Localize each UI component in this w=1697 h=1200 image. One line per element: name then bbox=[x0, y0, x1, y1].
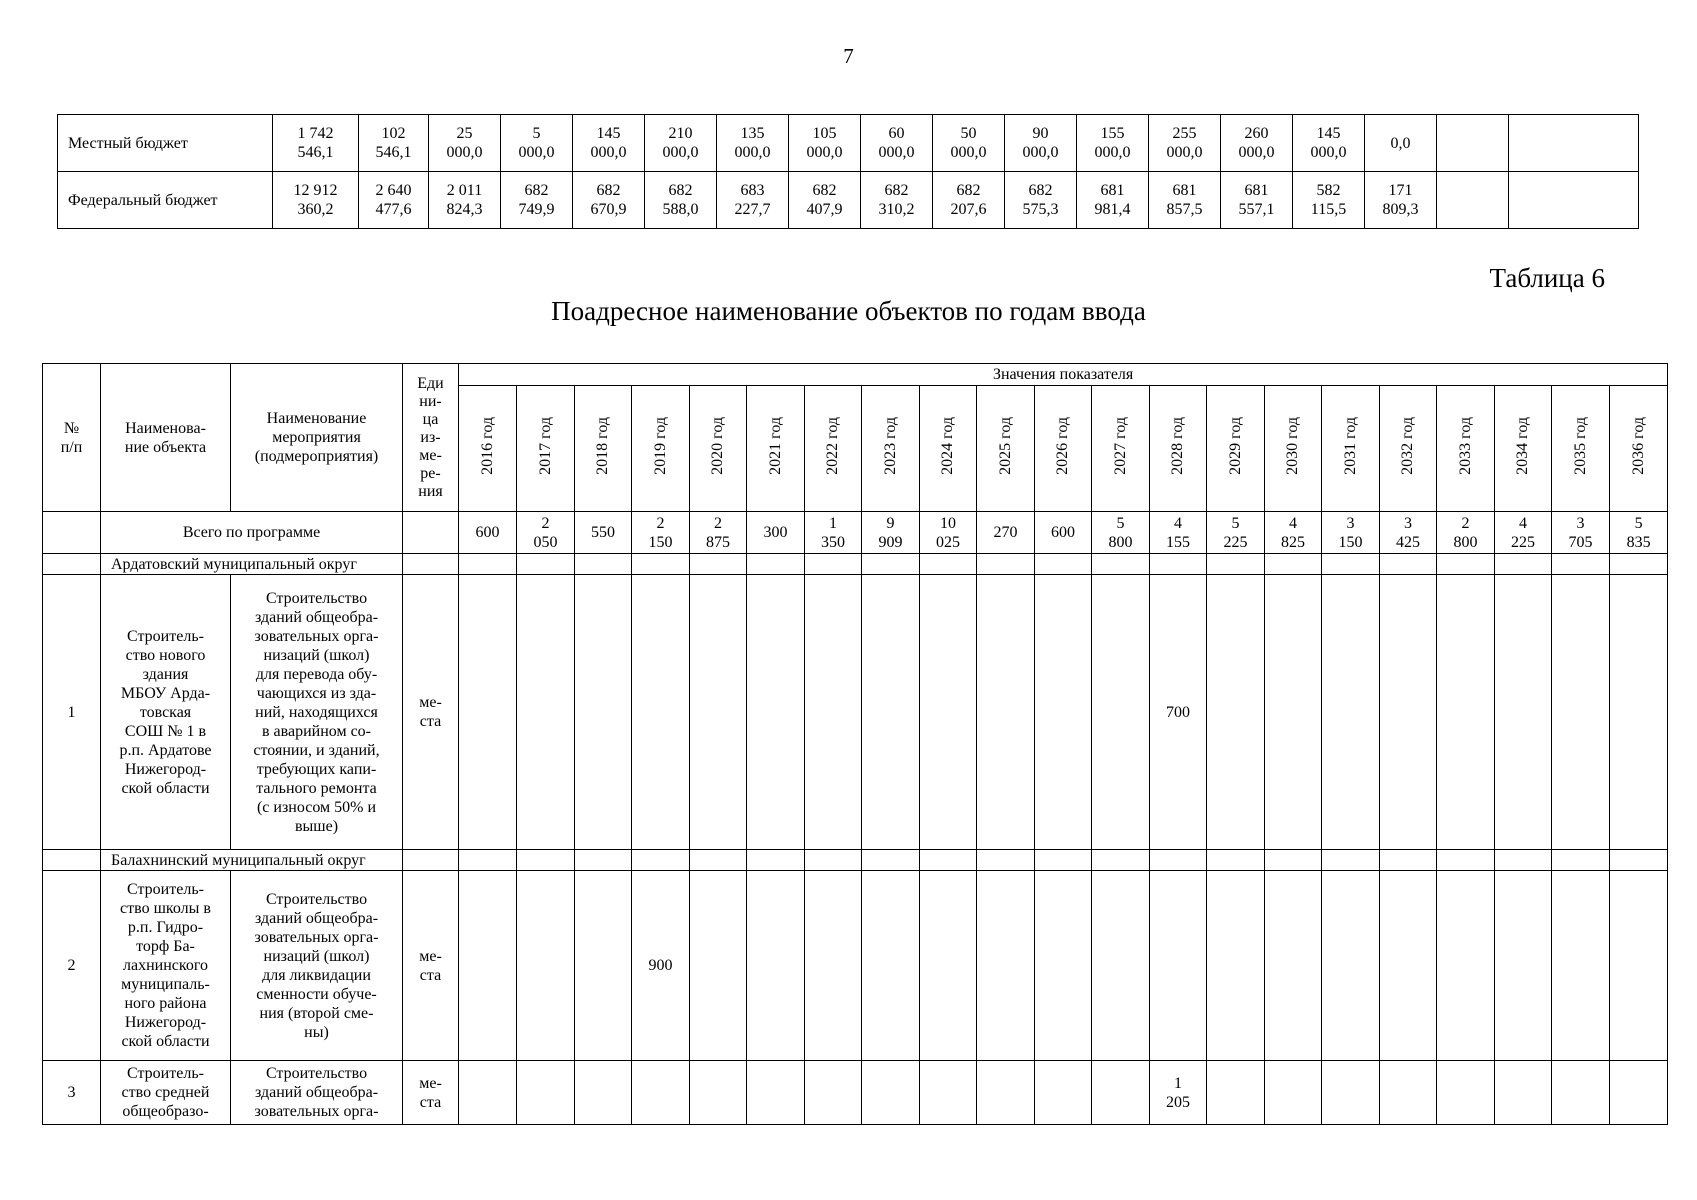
region-spacer bbox=[43, 850, 101, 871]
year-value-cell bbox=[575, 1061, 632, 1125]
header-measure-name: Наименование мероприятия (подмероприятия) bbox=[231, 364, 403, 512]
year-label: 2019 год bbox=[651, 417, 669, 475]
region-row bbox=[43, 850, 1668, 871]
year-value-cell bbox=[1207, 871, 1265, 1061]
total-value-cell: 600 bbox=[459, 512, 517, 554]
budget-value-cell bbox=[1509, 115, 1639, 172]
year-label: 2028 год bbox=[1169, 417, 1186, 475]
unit: ме- ста bbox=[403, 575, 459, 850]
year-value-cell bbox=[690, 871, 747, 1061]
year-label: 2027 год bbox=[1111, 417, 1129, 475]
budget-value-cell: 682 407,9 bbox=[789, 172, 861, 229]
year-value-cell bbox=[517, 1061, 575, 1125]
header-object-name: Наименова- ние объекта bbox=[101, 364, 231, 512]
region-value-cell bbox=[1092, 850, 1150, 871]
year-value-cell bbox=[517, 575, 575, 850]
header-year bbox=[1207, 386, 1265, 512]
year-label: 2032 год bbox=[1399, 417, 1416, 475]
year-label: 2024 год bbox=[939, 417, 956, 475]
row-num: 3 bbox=[43, 1061, 101, 1125]
row-num: 2 bbox=[43, 871, 101, 1061]
header-year bbox=[690, 386, 747, 512]
budget-value-cell: 2 640 477,6 bbox=[359, 172, 429, 229]
unit: ме- ста bbox=[403, 1061, 459, 1125]
header-unit: Еди ни- ца из- ме- ре- ния bbox=[403, 364, 459, 512]
year-label: 2022 год bbox=[824, 417, 841, 475]
year-value-cell bbox=[1265, 871, 1322, 1061]
total-value-cell: 1 350 bbox=[805, 512, 862, 554]
year-value-cell: 700 bbox=[1150, 575, 1207, 850]
budget-value-cell: 681 857,5 bbox=[1149, 172, 1221, 229]
total-value-cell: 3 150 bbox=[1322, 512, 1380, 554]
budget-value-cell bbox=[1437, 172, 1509, 229]
year-value-cell bbox=[1552, 575, 1610, 850]
year-value-cell bbox=[747, 575, 805, 850]
header-year bbox=[1092, 386, 1150, 512]
budget-value-cell: 135 000,0 bbox=[717, 115, 789, 172]
budget-value-cell: 145 000,0 bbox=[1293, 115, 1365, 172]
year-label: 2035 год bbox=[1571, 417, 1589, 475]
header-year bbox=[1150, 386, 1207, 512]
header-year bbox=[1610, 386, 1668, 512]
year-value-cell bbox=[1610, 1061, 1668, 1125]
year-value-cell bbox=[1610, 871, 1668, 1061]
region-value-cell bbox=[517, 850, 575, 871]
year-value-cell bbox=[920, 871, 977, 1061]
year-label: 2026 год bbox=[1054, 417, 1071, 475]
year-value-cell bbox=[1495, 575, 1552, 850]
region-row bbox=[43, 554, 1668, 575]
year-value-cell bbox=[690, 1061, 747, 1125]
region-name: Балахнинский муниципальный округ bbox=[101, 850, 403, 871]
object-name: Строитель- ство средней общеобразо- bbox=[101, 1061, 231, 1125]
year-label: 2036 год bbox=[1629, 417, 1647, 475]
year-value-cell bbox=[805, 871, 862, 1061]
header-year bbox=[517, 386, 575, 512]
year-label: 2025 год bbox=[996, 417, 1014, 475]
year-label: 2021 год bbox=[766, 417, 784, 475]
region-value-cell bbox=[1322, 554, 1380, 575]
region-value-cell bbox=[862, 850, 920, 871]
region-value-cell bbox=[575, 850, 632, 871]
year-label: 2018 год bbox=[594, 417, 611, 475]
budget-row bbox=[58, 172, 1697, 229]
budget-value-cell: 582 115,5 bbox=[1293, 172, 1365, 229]
region-value-cell bbox=[459, 554, 517, 575]
budget-value-cell: 90 000,0 bbox=[1005, 115, 1077, 172]
region-value-cell bbox=[632, 554, 690, 575]
region-value-cell bbox=[517, 554, 575, 575]
budget-value-cell: 5 000,0 bbox=[501, 115, 573, 172]
budget-value-cell bbox=[1509, 172, 1639, 229]
budget-value-cell: 0,0 bbox=[1365, 115, 1437, 172]
total-value-cell: 600 bbox=[1035, 512, 1092, 554]
budget-value-cell: 171 809,3 bbox=[1365, 172, 1437, 229]
header-year bbox=[1035, 386, 1092, 512]
region-value-cell bbox=[690, 554, 747, 575]
budget-value-cell: 155 000,0 bbox=[1077, 115, 1149, 172]
year-value-cell bbox=[1092, 1061, 1150, 1125]
total-value-cell: 300 bbox=[747, 512, 805, 554]
region-value-cell bbox=[1610, 850, 1668, 871]
region-value-cell bbox=[1035, 850, 1092, 871]
year-value-cell bbox=[1322, 1061, 1380, 1125]
total-value-cell: 5 835 bbox=[1610, 512, 1668, 554]
region-value-cell bbox=[1150, 554, 1207, 575]
total-value-cell: 5 800 bbox=[1092, 512, 1150, 554]
header-year bbox=[1265, 386, 1322, 512]
region-value-cell bbox=[805, 554, 862, 575]
budget-value-cell: 681 981,4 bbox=[1077, 172, 1149, 229]
year-value-cell bbox=[977, 575, 1035, 850]
budget-value-cell: 682 575,3 bbox=[1005, 172, 1077, 229]
year-value-cell bbox=[977, 871, 1035, 1061]
region-value-cell bbox=[1437, 850, 1495, 871]
year-label: 2020 год bbox=[709, 417, 726, 475]
year-value-cell bbox=[575, 871, 632, 1061]
total-value-cell: 3 425 bbox=[1380, 512, 1437, 554]
region-value-cell bbox=[1265, 554, 1322, 575]
region-value-cell bbox=[1437, 554, 1495, 575]
header-year bbox=[747, 386, 805, 512]
budget-value-cell: 210 000,0 bbox=[645, 115, 717, 172]
total-value-cell: 550 bbox=[575, 512, 632, 554]
year-value-cell bbox=[805, 1061, 862, 1125]
year-value-cell bbox=[920, 1061, 977, 1125]
total-value-cell: 9 909 bbox=[862, 512, 920, 554]
budget-value-cell: 50 000,0 bbox=[933, 115, 1005, 172]
year-value-cell bbox=[805, 575, 862, 850]
region-value-cell bbox=[747, 554, 805, 575]
budget-row-label: Местный бюджет bbox=[58, 115, 273, 172]
region-value-cell bbox=[459, 850, 517, 871]
table-label: Таблица 6 bbox=[1489, 263, 1605, 293]
budget-value-cell: 25 000,0 bbox=[429, 115, 501, 172]
region-value-cell bbox=[1495, 850, 1552, 871]
year-value-cell bbox=[1610, 575, 1668, 850]
row-num: 1 bbox=[43, 575, 101, 850]
year-value-cell: 900 bbox=[632, 871, 690, 1061]
object-name: Строитель- ство школы в р.п. Гидро- торф Ба- лахнинского муниципаль- ного района Нижегород- ской области bbox=[101, 871, 231, 1061]
year-value-cell bbox=[575, 575, 632, 850]
year-value-cell bbox=[1207, 575, 1265, 850]
year-label: 2031 год bbox=[1341, 417, 1359, 475]
year-value-cell bbox=[1265, 1061, 1322, 1125]
budget-value-cell: 1 742 546,1 bbox=[273, 115, 359, 172]
year-value-cell: 1 205 bbox=[1150, 1061, 1207, 1125]
budget-value-cell: 682 207,6 bbox=[933, 172, 1005, 229]
region-unit-spacer bbox=[403, 850, 459, 871]
year-value-cell bbox=[747, 871, 805, 1061]
budget-value-cell: 683 227,7 bbox=[717, 172, 789, 229]
year-value-cell bbox=[1322, 575, 1380, 850]
budget-value-cell: 260 000,0 bbox=[1221, 115, 1293, 172]
header-values-group: Значения показателя bbox=[459, 364, 1668, 386]
total-value-cell: 2 050 bbox=[517, 512, 575, 554]
budget-value-cell: 255 000,0 bbox=[1149, 115, 1221, 172]
header-year bbox=[1495, 386, 1552, 512]
year-value-cell bbox=[1265, 575, 1322, 850]
budget-value-cell: 105 000,0 bbox=[789, 115, 861, 172]
region-value-cell bbox=[1495, 554, 1552, 575]
year-value-cell bbox=[459, 1061, 517, 1125]
total-value-cell: 5 225 bbox=[1207, 512, 1265, 554]
unit: ме- ста bbox=[403, 871, 459, 1061]
objects-table bbox=[42, 363, 1668, 1125]
region-value-cell bbox=[575, 554, 632, 575]
year-value-cell bbox=[862, 1061, 920, 1125]
header-year bbox=[632, 386, 690, 512]
year-value-cell bbox=[690, 575, 747, 850]
region-value-cell bbox=[1552, 850, 1610, 871]
object-row bbox=[43, 871, 1668, 1061]
region-value-cell bbox=[1380, 554, 1437, 575]
year-value-cell bbox=[1150, 871, 1207, 1061]
year-label: 2029 год bbox=[1226, 417, 1244, 475]
object-row bbox=[43, 575, 1668, 850]
budget-value-cell bbox=[1437, 115, 1509, 172]
header-year bbox=[1380, 386, 1437, 512]
budget-value-cell: 681 557,1 bbox=[1221, 172, 1293, 229]
budget-value-cell: 682 749,9 bbox=[501, 172, 573, 229]
region-unit-spacer bbox=[403, 554, 459, 575]
budget-value-cell: 682 670,9 bbox=[573, 172, 645, 229]
total-value-cell: 2 150 bbox=[632, 512, 690, 554]
header-year bbox=[977, 386, 1035, 512]
year-value-cell bbox=[1552, 1061, 1610, 1125]
year-value-cell bbox=[1207, 1061, 1265, 1125]
budget-table bbox=[57, 114, 1697, 229]
region-value-cell bbox=[1035, 554, 1092, 575]
total-unit-cell bbox=[403, 512, 459, 554]
region-value-cell bbox=[1207, 850, 1265, 871]
year-value-cell bbox=[862, 871, 920, 1061]
total-row bbox=[43, 512, 1668, 554]
budget-value-cell: 145 000,0 bbox=[573, 115, 645, 172]
year-value-cell bbox=[1322, 871, 1380, 1061]
year-value-cell bbox=[632, 575, 690, 850]
total-value-cell: 4 825 bbox=[1265, 512, 1322, 554]
year-value-cell bbox=[632, 1061, 690, 1125]
year-value-cell bbox=[1380, 871, 1437, 1061]
header-year bbox=[920, 386, 977, 512]
header-year bbox=[805, 386, 862, 512]
header-num: № п/п bbox=[43, 364, 101, 512]
region-value-cell bbox=[977, 554, 1035, 575]
region-value-cell bbox=[1552, 554, 1610, 575]
year-value-cell bbox=[1437, 871, 1495, 1061]
region-value-cell bbox=[1380, 850, 1437, 871]
total-value-cell: 2 800 bbox=[1437, 512, 1495, 554]
total-num-cell bbox=[43, 512, 101, 554]
total-value-cell: 2 875 bbox=[690, 512, 747, 554]
page-number: 7 bbox=[843, 44, 854, 68]
measure-name: Строительство зданий общеобра- зовательных орга- bbox=[231, 1061, 403, 1125]
year-label: 2017 год bbox=[536, 417, 554, 475]
region-value-cell bbox=[747, 850, 805, 871]
region-value-cell bbox=[862, 554, 920, 575]
year-value-cell bbox=[1495, 1061, 1552, 1125]
region-value-cell bbox=[1322, 850, 1380, 871]
total-value-cell: 3 705 bbox=[1552, 512, 1610, 554]
region-value-cell bbox=[977, 850, 1035, 871]
header-year bbox=[459, 386, 517, 512]
year-value-cell bbox=[1380, 1061, 1437, 1125]
region-value-cell bbox=[1265, 850, 1322, 871]
year-value-cell bbox=[1495, 871, 1552, 1061]
region-value-cell bbox=[1092, 554, 1150, 575]
year-value-cell bbox=[1035, 871, 1092, 1061]
year-value-cell bbox=[977, 1061, 1035, 1125]
region-value-cell bbox=[920, 554, 977, 575]
region-name: Ардатовский муниципальный округ bbox=[101, 554, 403, 575]
year-value-cell bbox=[1092, 575, 1150, 850]
header-year bbox=[575, 386, 632, 512]
total-value-cell: 4 225 bbox=[1495, 512, 1552, 554]
year-value-cell bbox=[1035, 1061, 1092, 1125]
budget-value-cell: 12 912 360,2 bbox=[273, 172, 359, 229]
budget-row-label: Федеральный бюджет bbox=[58, 172, 273, 229]
year-label: 2023 год bbox=[881, 417, 899, 475]
total-value-cell: 10 025 bbox=[920, 512, 977, 554]
region-value-cell bbox=[632, 850, 690, 871]
year-label: 2016 год bbox=[478, 417, 496, 475]
year-value-cell bbox=[1380, 575, 1437, 850]
region-value-cell bbox=[1610, 554, 1668, 575]
budget-row bbox=[58, 115, 1697, 172]
total-value-cell: 270 bbox=[977, 512, 1035, 554]
region-value-cell bbox=[1207, 554, 1265, 575]
region-value-cell bbox=[805, 850, 862, 871]
year-value-cell bbox=[459, 871, 517, 1061]
budget-value-cell: 2 011 824,3 bbox=[429, 172, 501, 229]
budget-value-cell: 102 546,1 bbox=[359, 115, 429, 172]
year-value-cell bbox=[459, 575, 517, 850]
year-label: 2033 год bbox=[1456, 417, 1474, 475]
budget-value-cell: 682 588,0 bbox=[645, 172, 717, 229]
region-value-cell bbox=[920, 850, 977, 871]
measure-name: Строительство зданий общеобра- зовательных орга- низаций (школ) для перевода обу- чающихся из зда- ний, находящихся в аварийном со- стоянии, и зданий, требующих капи- тального ремонта (с износом 50% и выше) bbox=[231, 575, 403, 850]
region-value-cell bbox=[1150, 850, 1207, 871]
year-value-cell bbox=[1437, 575, 1495, 850]
table-title: Поадресное наименование объектов по годам ввода bbox=[551, 296, 1146, 326]
budget-value-cell: 60 000,0 bbox=[861, 115, 933, 172]
budget-value-cell: 682 310,2 bbox=[861, 172, 933, 229]
year-value-cell bbox=[1092, 871, 1150, 1061]
year-value-cell bbox=[517, 871, 575, 1061]
region-value-cell bbox=[690, 850, 747, 871]
year-label: 2030 год bbox=[1284, 417, 1301, 475]
total-value-cell: 4 155 bbox=[1150, 512, 1207, 554]
year-value-cell bbox=[1552, 871, 1610, 1061]
measure-name: Строительство зданий общеобра- зовательных орга- низаций (школ) для ликвидации сменности обуче- ния (второй сме- ны) bbox=[231, 871, 403, 1061]
year-value-cell bbox=[1437, 1061, 1495, 1125]
header-year bbox=[1437, 386, 1495, 512]
total-label: Всего по программе bbox=[101, 512, 403, 554]
year-value-cell bbox=[747, 1061, 805, 1125]
object-row bbox=[43, 1061, 1668, 1125]
year-value-cell bbox=[920, 575, 977, 850]
region-spacer bbox=[43, 554, 101, 575]
header-year bbox=[1322, 386, 1380, 512]
header-year bbox=[862, 386, 920, 512]
year-value-cell bbox=[1035, 575, 1092, 850]
year-label: 2034 год bbox=[1514, 417, 1531, 475]
header-year bbox=[1552, 386, 1610, 512]
object-name: Строитель- ство нового здания МБОУ Арда- товская СОШ № 1 в р.п. Ардатове Нижегород- ской области bbox=[101, 575, 231, 850]
year-value-cell bbox=[862, 575, 920, 850]
